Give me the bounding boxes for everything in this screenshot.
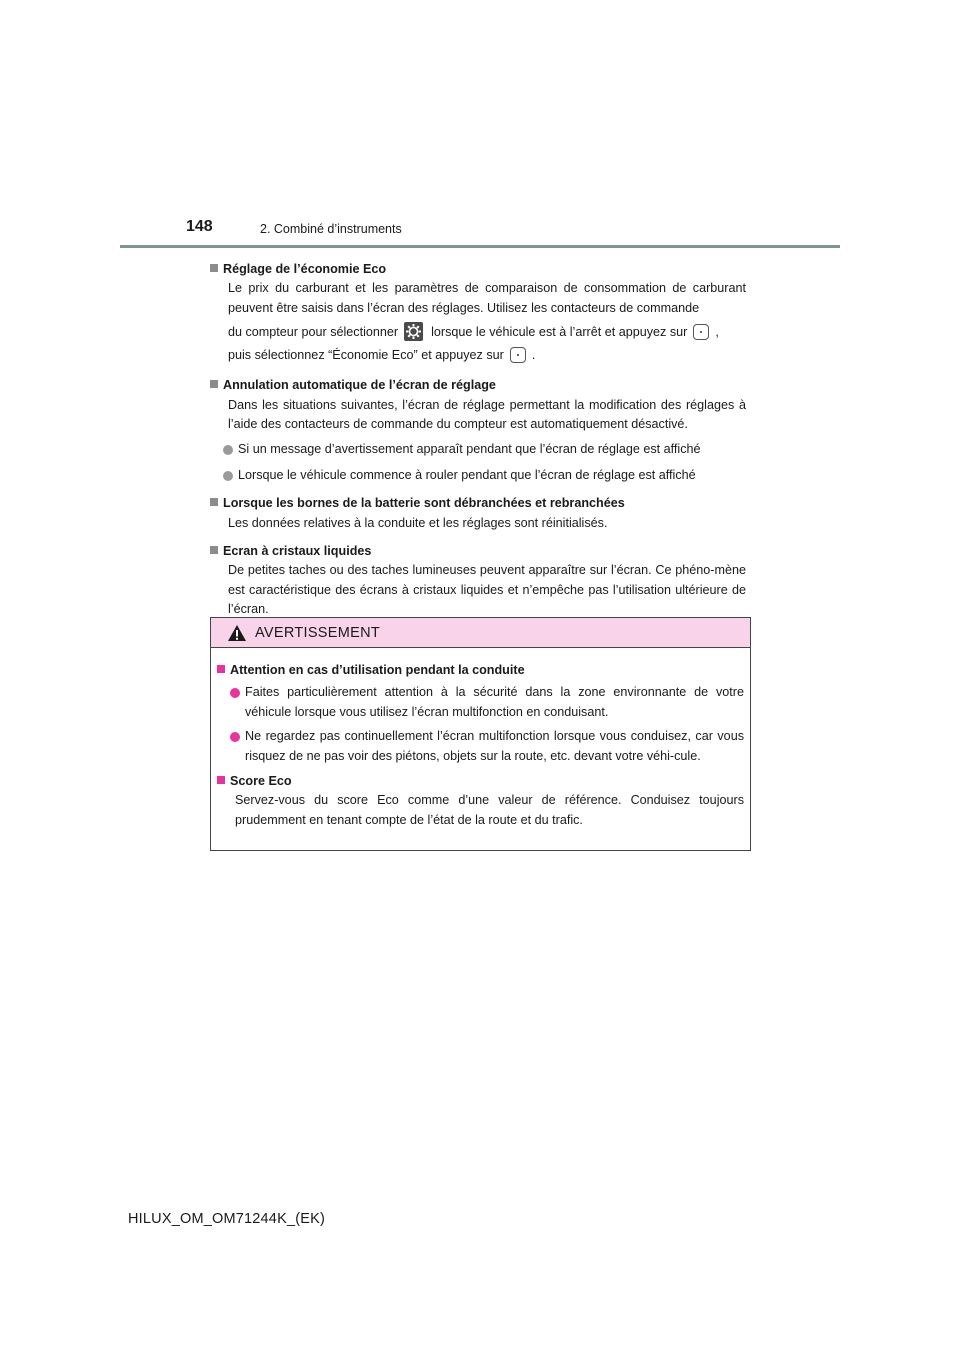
heading-text: Lorsque les bornes de la batterie sont débranchées et rebranchées [223, 496, 625, 511]
enter-button-icon [510, 347, 526, 363]
section-heading [210, 542, 746, 561]
square-bullet-icon [210, 264, 218, 272]
warning-header [211, 618, 750, 648]
heading-text: Réglage de l’économie Eco [223, 262, 387, 276]
list-item: Lorsque le véhicule commence à rouler pendant que l’écran de réglage est affiché [223, 466, 746, 485]
paragraph: Le prix du carburant et les paramètres de comparaison de consommation de carburant peuvent être saisis dans l’écran des réglages. Utilisez les contacteurs de commande [228, 281, 746, 315]
square-bullet-icon [210, 498, 218, 506]
paragraph: De petites taches ou des taches lumineuses peuvent apparaître sur l’écran. Ce phéno-mène est caractéristique des écrans à cristaux liquides et n’empêche pas l’utilisation ultérieure de l’écran. [228, 563, 746, 617]
warning-title: AVERTISSEMENT [255, 624, 381, 641]
settings-gear-icon [404, 322, 423, 341]
round-bullet-icon [230, 732, 240, 742]
square-bullet-icon [210, 380, 218, 388]
section-heading [210, 260, 746, 279]
chapter-title: 2. Combiné d’instruments [260, 222, 402, 236]
warning-list-item: Faites particulièrement attention à la sécurité dans la zone environnante de votre véhicule lorsque vous utilisez l’écran multifonction en conduisant. [230, 683, 744, 722]
paragraph: du compteur pour sélectionner lorsque le véhicule est à l’arrêt et appuyez sur , [228, 321, 746, 344]
list-item: Si un message d’avertissement apparaît pendant que l’écran de réglage est affiché [223, 440, 746, 459]
header-rule [120, 245, 840, 248]
paragraph: Dans les situations suivantes, l’écran de réglage permettant la modification des réglages à l’aide des contacteurs de commande du compteur est automatiquement désactivé. [228, 397, 746, 432]
warning-paragraph: Servez-vous du score Eco comme d’une valeur de référence. Conduisez toujours prudemment en tenant compte de l’état de la route et du trafic. [235, 793, 744, 827]
square-bullet-icon [210, 546, 218, 554]
warning-box [210, 617, 751, 851]
warning-triangle-icon [227, 624, 247, 642]
warning-heading: Score Eco [217, 772, 744, 791]
page-number: 148 [186, 218, 213, 235]
warning-heading: Attention en cas d’utilisation pendant la conduite [217, 661, 744, 680]
paragraph: puis sélectionnez “Économie Eco” et appuyez sur . [228, 348, 536, 363]
enter-button-icon [693, 324, 709, 340]
footer-code: HILUX_OM_OM71244K_(EK) [128, 1211, 326, 1227]
section-heading [210, 494, 746, 513]
square-bullet-icon [217, 665, 225, 673]
round-bullet-icon [223, 445, 233, 455]
paragraph: Les données relatives à la conduite et les réglages sont réinitialisés. [228, 515, 608, 530]
round-bullet-icon [223, 471, 233, 481]
main-content [210, 256, 746, 620]
heading-text: Annulation automatique de l’écran de réglage [223, 378, 496, 393]
square-bullet-icon [217, 776, 225, 784]
warning-body [211, 648, 750, 830]
heading-text: Ecran à cristaux liquides [223, 544, 372, 559]
section-heading [210, 376, 746, 395]
round-bullet-icon [230, 688, 240, 698]
warning-list-item: Ne regardez pas continuellement l’écran multifonction lorsque vous conduisez, car vous risquez de ne pas voir des piétons, objets sur la route, etc. devant votre véhi-cule. [230, 727, 744, 766]
